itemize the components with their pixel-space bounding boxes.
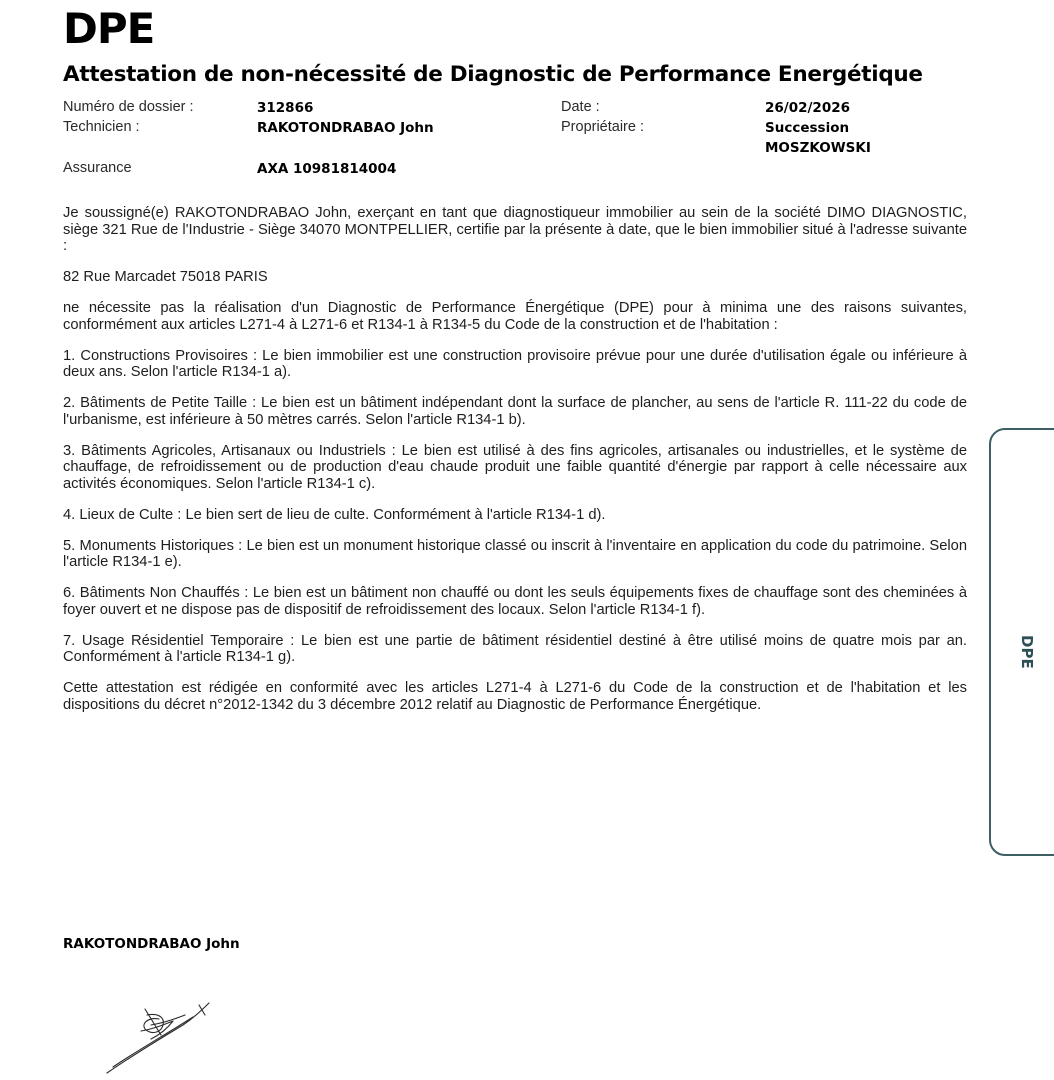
date-label: Date :: [561, 99, 600, 115]
technicien-label: Technicien :: [63, 119, 140, 135]
handwritten-signature: [103, 995, 223, 1080]
reason-3: 3. Bâtiments Agricoles, Artisanaux ou Industriels : Le bien est utilisé à des fins agricoles, artisanales ou industrielles, et le système de chauffage, de refroidissement ou de production d'eau chaude produit une faible quantité d'énergie par rapport à celle nécessaire aux activités économiques. Selon l'article R134-1 c).: [63, 442, 967, 492]
proprietaire-label: Propriétaire :: [561, 119, 645, 135]
date-value: 26/02/2026: [765, 100, 851, 116]
assurance-label: Assurance: [63, 160, 132, 176]
signatory-name: RAKOTONDRABAO John: [63, 936, 240, 952]
intro-paragraph: Je soussigné(e) RAKOTONDRABAO John, exerçant en tant que diagnostiqueur immobilier au sein de la société DIMO DIAGNOSTIC, siège 321 Rue de l'Industrie - Siège 34070 MONTPELLIER, certifie par la présente à date, que le bien immobilier situé à l'adresse suivante :: [63, 205, 967, 254]
reason-2: 2. Bâtiments de Petite Taille : Le bien est un bâtiment indépendant dont la surface de plancher, au sens de l'article R. 111-22 du code de l'urbanisme, est inférieure à 50 mètres carrés. Selon l'article R134-1 b).: [63, 395, 967, 428]
reason-4: 4. Lieux de Culte : Le bien sert de lieu de culte. Conformément à l'article R134-1 d).: [63, 506, 606, 523]
proprietaire-value-line1: Succession: [765, 120, 850, 136]
proprietaire-value-line2: MOSZKOWSKI: [765, 140, 871, 156]
assurance-value: AXA 10981814004: [257, 161, 397, 177]
dossier-value: 312866: [257, 100, 314, 116]
dossier-label: Numéro de dossier :: [63, 99, 194, 115]
attestation-body: [63, 205, 967, 728]
statement-paragraph: ne nécessite pas la réalisation d'un Diagnostic de Performance Énergétique (DPE) pour à minima une des raisons suivantes, conformément aux articles L271-4 à L271-6 et R134-1 à R134-5 du Code de la construction et de l'habitation :: [63, 300, 967, 333]
reason-5: 5. Monuments Historiques : Le bien est un monument historique classé ou inscrit à l'inventaire en application du code du patrimoine. Selon l'article R134-1 e).: [63, 537, 967, 570]
reason-7: 7. Usage Résidentiel Temporaire : Le bien est une partie de bâtiment résidentiel destiné à être utilisé moins de quatre mois par an. Conformément à l'article R134-1 g).: [63, 632, 967, 665]
side-tab-label[interactable]: DPE: [1018, 635, 1036, 669]
technicien-value: RAKOTONDRABAO John: [257, 120, 434, 136]
page-title: DPE: [63, 4, 155, 53]
document-subtitle: Attestation de non-nécessité de Diagnostic de Performance Energétique: [63, 62, 923, 87]
conclusion-paragraph: Cette attestation est rédigée en conformité avec les articles L271-4 à L271-6 du Code de la construction et de l'habitation et les dispositions du décret n°2012-1342 du 3 décembre 2012 relatif au Diagnostic de Performance Énergétique.: [63, 680, 967, 713]
reason-1: 1. Constructions Provisoires : Le bien immobilier est une construction provisoire prévue pour une durée d'utilisation égale ou inférieure à deux ans. Selon l'article R134-1 a).: [63, 347, 967, 380]
property-address: 82 Rue Marcadet 75018 PARIS: [63, 269, 268, 285]
reason-6: 6. Bâtiments Non Chauffés : Le bien est un bâtiment non chauffé ou dont les seuls équipements fixes de chauffage sont des cheminées à foyer ouvert et ne dispose pas de dispositif de refroidissement des locaux. Selon l'article R134-1 f).: [63, 585, 967, 618]
